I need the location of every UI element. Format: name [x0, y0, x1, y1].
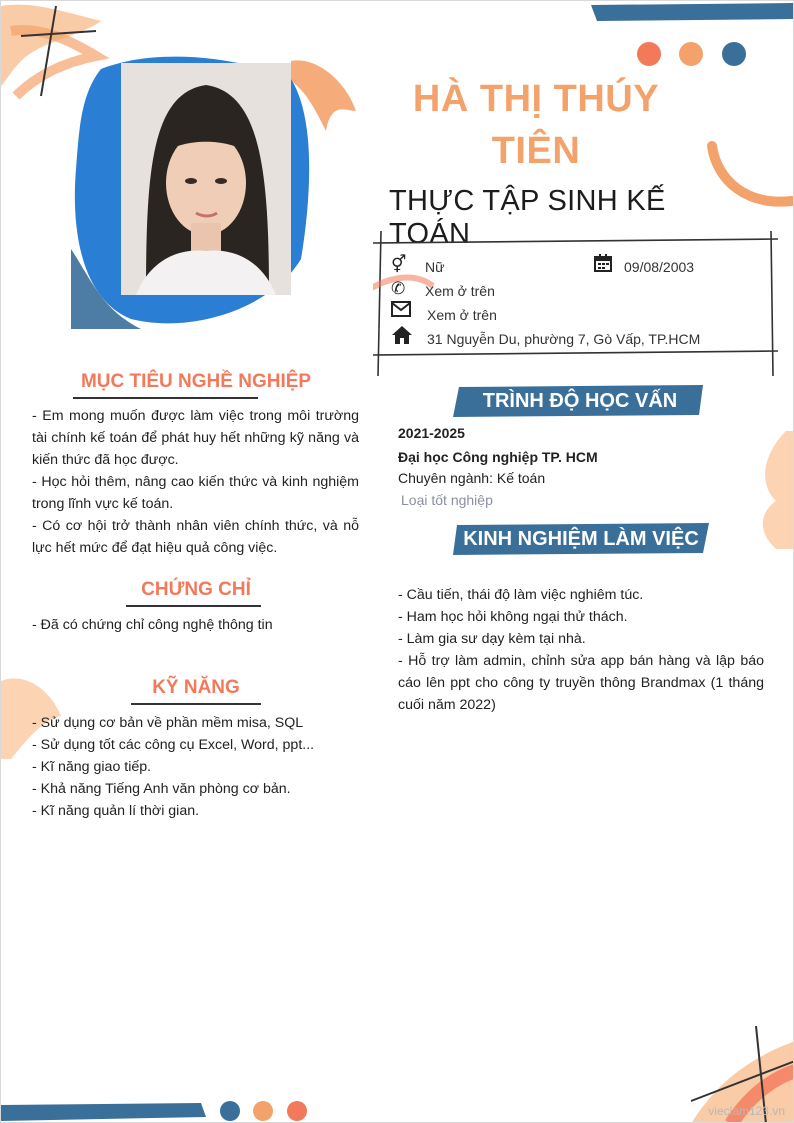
phone-icon: ✆	[391, 279, 406, 298]
phone-value: Xem ở trên	[425, 283, 495, 299]
brush-decoration-bottom-bar	[1, 1101, 206, 1123]
candidate-name	[391, 73, 681, 177]
experience-text	[398, 584, 764, 716]
education-major: Chuyên ngành: Kế toán	[398, 470, 546, 486]
education-title: TRÌNH ĐỘ HỌC VẤN	[482, 390, 678, 412]
certificate-line: - Đã có chứng chỉ công nghệ thông tin	[32, 617, 273, 633]
skill-line: - Khả năng Tiếng Anh văn phòng cơ bản.	[32, 781, 291, 797]
watermark: vieclam123.vn	[708, 1104, 785, 1118]
career-goal-underline	[73, 397, 258, 399]
skill-line: - Kĩ năng quản lí thời gian.	[32, 803, 200, 819]
career-goal-text	[32, 405, 359, 559]
gender-value: Nữ	[425, 259, 445, 275]
mail-icon	[391, 301, 411, 322]
certificates-text	[32, 614, 359, 636]
skills-underline	[131, 703, 261, 705]
career-goal-line: - Học hỏi thêm, nâng cao kiến thức và kinh nghiệm trong lĩnh vực kế toán.	[32, 474, 359, 512]
address-value: 31 Nguyễn Du, phường 7, Gò Vấp, TP.HCM	[427, 331, 701, 347]
experience-title: KINH NGHIỆM LÀM VIỆC	[463, 528, 699, 550]
skill-line: - Sử dụng tốt các công cụ Excel, Word, ppt...	[32, 737, 315, 753]
skills-text	[32, 712, 359, 822]
experience-line: - Hỗ trợ làm admin, chỉnh sửa app bán hàng và lập báo cáo lên ppt cho công ty truyền thông Brandmax (1 tháng cuối năm 2022)	[398, 653, 764, 713]
career-goal-title: MỤC TIÊU NGHỀ NGHIỆP	[80, 371, 312, 392]
experience-line: - Cầu tiến, thái độ làm việc nghiêm túc.	[398, 587, 644, 603]
portrait-icon	[121, 63, 291, 295]
dots-decoration-bottom	[217, 1099, 317, 1123]
home-icon	[391, 325, 413, 350]
education-grade: Loại tốt nghiệp	[401, 492, 493, 508]
experience-line: - Làm gia sư dạy kèm tại nhà.	[398, 631, 586, 647]
education-period: 2021-2025	[398, 425, 465, 441]
brush-decoration-top-bar	[591, 1, 794, 25]
skill-line: - Kĩ năng giao tiếp.	[32, 759, 152, 775]
skill-line: - Sử dụng cơ bản về phần mềm misa, SQL	[32, 715, 304, 731]
skills-title: KỸ NĂNG	[152, 677, 240, 698]
calendar-icon	[593, 253, 613, 278]
email-value: Xem ở trên	[427, 307, 497, 323]
gender-icon: ⚥	[391, 255, 407, 274]
certificates-underline	[126, 605, 261, 607]
career-goal-line: - Em mong muốn được làm việc trong môi trường tài chính kế toán để phát huy hết những kỹ năng và kiến thức đã học được.	[32, 408, 359, 468]
name-line-2: TIÊN	[491, 130, 581, 172]
contact-box	[373, 231, 778, 376]
job-title: THỰC TẬP SINH KẾ TOÁN	[389, 185, 666, 250]
education-school: Đại học Công nghiệp TP. HCM	[398, 449, 598, 465]
birthdate-value: 09/08/2003	[624, 259, 695, 275]
career-goal-line: - Có cơ hội trở thành nhân viên chính thức, và nỗ lực hết mức để đạt hiệu quả công việc.	[32, 518, 359, 556]
contact-frame-lines	[373, 231, 778, 376]
name-line-1: HÀ THỊ THÚY	[412, 78, 660, 120]
experience-line: - Ham học hỏi không ngại thử thách.	[398, 609, 628, 625]
dots-decoration-top	[635, 39, 755, 69]
certificates-title: CHỨNG CHỈ	[141, 579, 251, 600]
portrait-photo	[121, 63, 291, 295]
brush-decoration-right	[746, 431, 794, 551]
